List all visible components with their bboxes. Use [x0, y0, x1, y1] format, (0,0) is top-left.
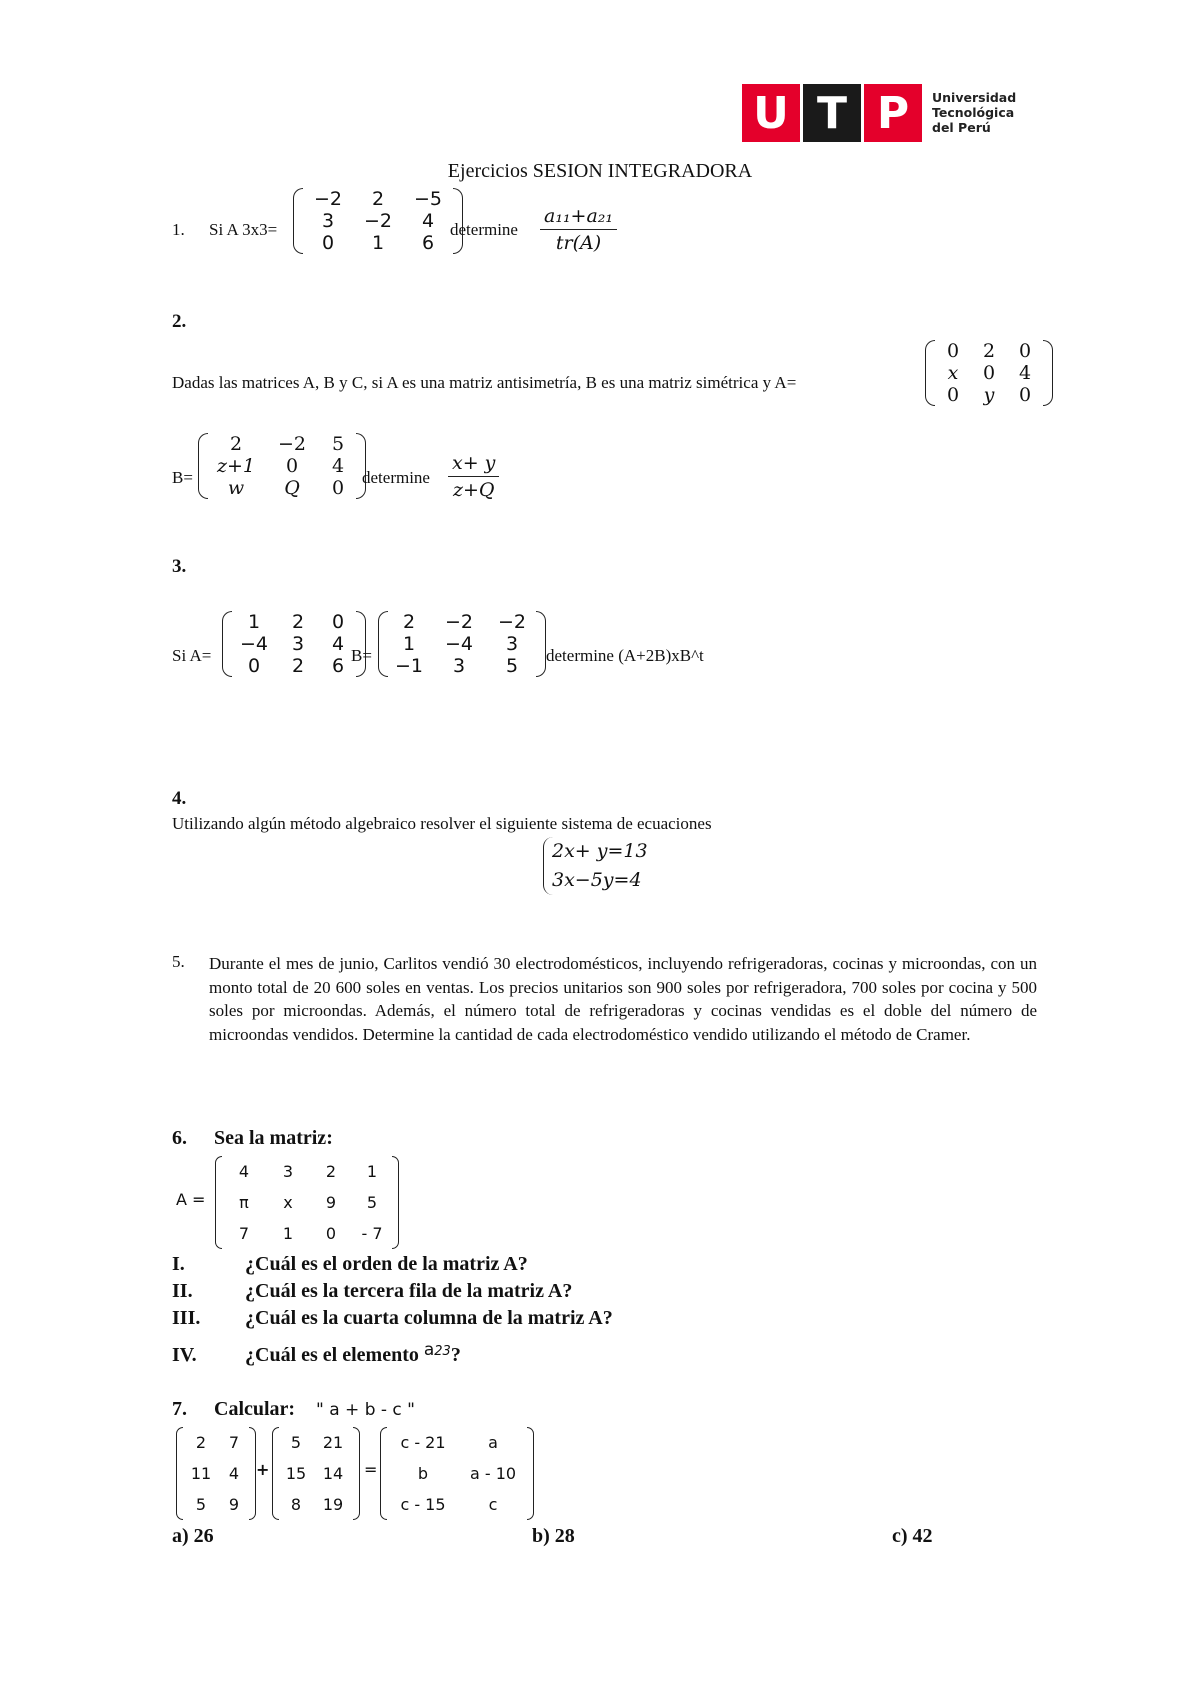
- matrix-cell: 4: [238, 1162, 250, 1181]
- matrix-cell: −1: [394, 655, 423, 677]
- q7-option-c: c) 42: [892, 1525, 933, 1547]
- matrix-cell: 4: [1018, 362, 1032, 384]
- q6-item-ii: [172, 1280, 573, 1303]
- q4-equation: 3x−5y=4: [552, 869, 642, 891]
- q3-determine: determine (A+2B)xB^t: [546, 646, 704, 665]
- q1-fraction-numerator: a₁₁+a₂₁: [540, 203, 617, 230]
- q2-fraction-denominator: z+Q: [452, 479, 495, 501]
- matrix-cell: 3: [282, 1162, 294, 1181]
- matrix-cell: 9: [325, 1193, 337, 1212]
- matrix-cell: 5: [195, 1495, 207, 1514]
- matrix-cell: 3: [505, 633, 519, 655]
- logo-letter-p: P: [864, 84, 922, 142]
- question-text: ¿Cuál es el elemento: [245, 1344, 419, 1366]
- matrix-cell: 0: [321, 232, 335, 254]
- matrix-cell: 5: [505, 655, 519, 677]
- matrix-cell: 0: [331, 477, 345, 499]
- matrix-cell: 1: [402, 633, 416, 655]
- matrix-cell: 2: [229, 433, 243, 455]
- matrix-cell: 0: [285, 455, 299, 477]
- q1-number: 1.: [172, 220, 185, 239]
- q4-number: 4.: [172, 788, 187, 809]
- q7-plus: +: [256, 1460, 270, 1479]
- q7-matrix-3: [380, 1427, 534, 1520]
- matrix-cell: 2: [325, 1162, 337, 1181]
- matrix-cell: 15: [285, 1464, 307, 1483]
- roman-numeral: II.: [172, 1280, 193, 1302]
- logo-name-line: Universidad: [932, 90, 1017, 105]
- matrix-cell: z+1: [216, 455, 256, 477]
- matrix-cell: 4: [228, 1464, 240, 1483]
- matrix-cell: 0: [331, 611, 345, 633]
- matrix-cell: 2: [291, 655, 305, 677]
- matrix-cell: −5: [413, 188, 442, 210]
- page-title: Ejercicios SESION INTEGRADORA: [447, 160, 753, 182]
- q1-determine: determine: [450, 220, 518, 239]
- matrix-cell: −2: [444, 611, 473, 633]
- matrix-cell: 8: [290, 1495, 302, 1514]
- question-text: ¿Cuál es la cuarta columna de la matriz A?: [245, 1307, 613, 1329]
- q7-number: 7.: [172, 1398, 187, 1420]
- q2-matrix-a: [925, 340, 1053, 406]
- q6-number: 6.: [172, 1127, 187, 1149]
- matrix-cell: c: [488, 1495, 498, 1514]
- matrix-cell: 0: [1018, 384, 1032, 406]
- q2-number: 2.: [172, 311, 187, 332]
- matrix-cell: 19: [322, 1495, 344, 1514]
- matrix-cell: 2: [982, 340, 996, 362]
- q7-option-a: a) 26: [172, 1525, 214, 1547]
- matrix-cell: 1: [371, 232, 385, 254]
- element-symbol-letter: a: [423, 1340, 435, 1360]
- matrix-cell: 9: [228, 1495, 240, 1514]
- matrix-cell: x: [947, 362, 959, 384]
- matrix-cell: 2: [371, 188, 385, 210]
- roman-numeral: III.: [172, 1307, 201, 1329]
- q5-text: Durante el mes de junio, Carlitos vendió 30 electrodomésticos, incluyendo refrigeradoras, cocinas y microondas, con un monto total de 20 600 soles en ventas. Los precios unitarios son 900 soles por refrigeradora, 700 soles por cocina y 500 soles por microondas. Además, el número total de refrigeradoras y cocinas vendidas es el doble del número de microondas vendidos. Determine la cantidad de cada electrodoméstico vendido utilizando el método de Cramer.: [209, 954, 1037, 1044]
- q2-matrix-b: [198, 433, 366, 499]
- q2-b-prefix: B=: [172, 468, 193, 487]
- matrix-cell: 0: [247, 655, 261, 677]
- matrix-cell: −2: [497, 611, 526, 633]
- q3-b-prefix: B=: [351, 646, 372, 665]
- q2-fraction-numerator: x+ y: [448, 450, 499, 477]
- question-text: ¿Cuál es la tercera fila de la matriz A?: [245, 1280, 573, 1302]
- q6-a-prefix: A =: [176, 1190, 206, 1209]
- q2-determine: determine: [362, 468, 430, 487]
- matrix-cell: 0: [982, 362, 996, 384]
- q7-heading: Calcular:: [214, 1398, 296, 1420]
- matrix-cell: −2: [277, 433, 306, 455]
- matrix-cell: 4: [331, 455, 345, 477]
- matrix-cell: c - 15: [400, 1495, 446, 1514]
- matrix-cell: 1: [282, 1224, 294, 1243]
- matrix-cell: y: [983, 384, 995, 406]
- matrix-cell: a - 10: [469, 1464, 517, 1483]
- matrix-cell: 5: [290, 1433, 302, 1452]
- matrix-cell: −4: [444, 633, 473, 655]
- matrix-cell: 4: [421, 210, 435, 232]
- matrix-cell: −2: [363, 210, 392, 232]
- q3-matrix-a: [222, 611, 366, 677]
- matrix-cell: Q: [284, 477, 300, 499]
- matrix-cell: 2: [291, 611, 305, 633]
- element-subscript: 23: [434, 1344, 451, 1359]
- q3-number: 3.: [172, 556, 187, 577]
- matrix-cell: 7: [228, 1433, 240, 1452]
- matrix-cell: 2: [402, 611, 416, 633]
- matrix-cell: b: [417, 1464, 429, 1483]
- q6-item-i: [172, 1253, 528, 1276]
- matrix-cell: 7: [238, 1224, 250, 1243]
- matrix-cell: −4: [239, 633, 268, 655]
- q1-matrix: [293, 188, 463, 254]
- matrix-cell: 0: [946, 384, 960, 406]
- matrix-cell: 3: [291, 633, 305, 655]
- q6-item-iv: [172, 1340, 461, 1367]
- matrix-cell: 0: [325, 1224, 337, 1243]
- q7-expression: " a + b - c ": [316, 1400, 415, 1420]
- matrix-cell: 0: [1018, 340, 1032, 362]
- matrix-cell: 3: [452, 655, 466, 677]
- q7-matrix-1: [176, 1427, 256, 1520]
- matrix-cell: x: [283, 1193, 293, 1212]
- matrix-cell: π: [239, 1193, 249, 1212]
- logo-letter-t: T: [803, 84, 861, 142]
- question-text-wrap: [245, 1340, 461, 1367]
- matrix-cell: 1: [247, 611, 261, 633]
- element-symbol: [424, 1340, 451, 1360]
- matrix-cell: w: [227, 477, 245, 499]
- q7-equals: =: [364, 1460, 378, 1479]
- matrix-cell: 5: [331, 433, 345, 455]
- matrix-cell: 1: [366, 1162, 378, 1181]
- q4-equation: 2x+ y=13: [552, 840, 648, 862]
- q7-option-b: b) 28: [532, 1525, 575, 1547]
- matrix-cell: 2: [195, 1433, 207, 1452]
- q4-text: Utilizando algún método algebraico resolver el siguiente sistema de ecuaciones: [172, 814, 712, 833]
- question-mark: ?: [450, 1344, 461, 1366]
- q3-a-prefix: Si A=: [172, 646, 212, 665]
- roman-numeral: IV.: [172, 1344, 197, 1366]
- q4-equation-system: [543, 837, 648, 895]
- q3-matrix-b: [378, 611, 546, 677]
- logo-name-line: Tecnológica: [932, 105, 1015, 120]
- logo-name-line: del Perú: [932, 120, 991, 135]
- matrix-cell: c - 21: [400, 1433, 446, 1452]
- logo-university-name: [932, 90, 1016, 135]
- q2-text: Dadas las matrices A, B y C, si A es una matriz antisimetría, B es una matriz simétrica y A=: [172, 373, 797, 392]
- matrix-cell: 14: [322, 1464, 344, 1483]
- matrix-cell: - 7: [361, 1224, 383, 1243]
- q2-fraction: [448, 450, 499, 503]
- matrix-cell: 5: [366, 1193, 378, 1212]
- q7-matrix-2: [272, 1427, 360, 1520]
- matrix-cell: 21: [322, 1433, 344, 1452]
- q6-matrix: [215, 1156, 399, 1249]
- matrix-cell: 3: [321, 210, 335, 232]
- matrix-cell: 4: [331, 633, 345, 655]
- q1-fraction-denominator: tr(A): [555, 232, 602, 254]
- logo-letter-u: U: [742, 84, 800, 142]
- matrix-cell: 11: [190, 1464, 212, 1483]
- q6-item-iii: [172, 1307, 613, 1330]
- matrix-cell: 6: [421, 232, 435, 254]
- question-text: ¿Cuál es el orden de la matriz A?: [245, 1253, 528, 1275]
- roman-numeral: I.: [172, 1253, 185, 1275]
- matrix-cell: a: [488, 1433, 498, 1452]
- matrix-cell: 6: [331, 655, 345, 677]
- q1-fraction: [540, 203, 617, 256]
- q6-heading: Sea la matriz:: [214, 1127, 333, 1149]
- matrix-cell: −2: [313, 188, 342, 210]
- q1-prefix: Si A 3x3=: [209, 220, 278, 239]
- matrix-cell: 0: [946, 340, 960, 362]
- q5-number: 5.: [172, 952, 185, 971]
